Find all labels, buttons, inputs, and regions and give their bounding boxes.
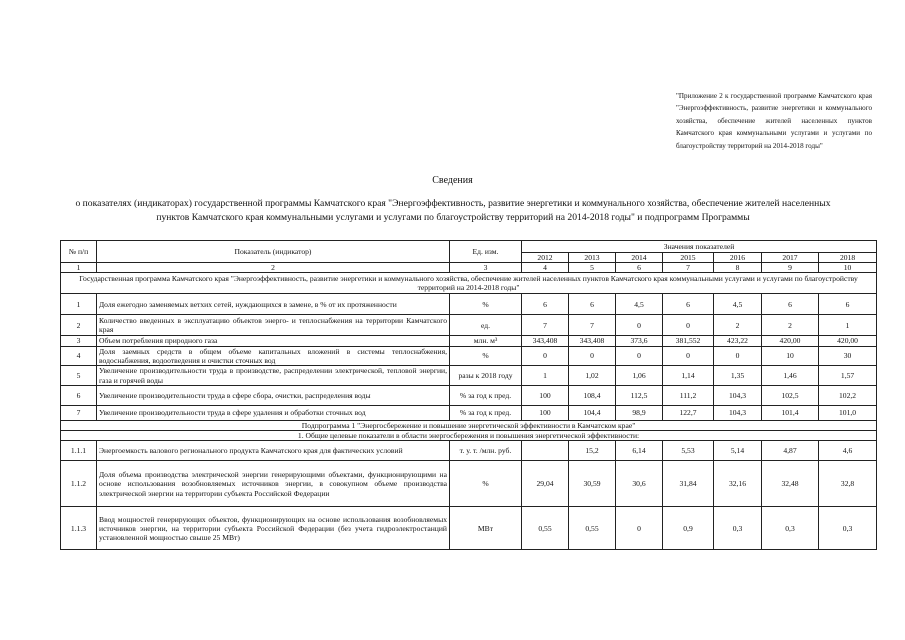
header-year: 2013: [569, 253, 616, 263]
row-value: 1,46: [762, 366, 819, 386]
subprogram-title: Подпрограмма 1 "Энергосбережение и повышение энергетической эффективности в Камчатском крае": [61, 421, 877, 431]
row-num: 4: [61, 346, 97, 365]
row-value: 30: [819, 346, 877, 365]
row-value: 31,84: [663, 461, 714, 507]
row-value: 0: [663, 315, 714, 336]
row-indicator: Увеличение производительности труда в производстве, распределении электрической, тепловой энергии, газа и горячей воды: [97, 366, 450, 386]
row-num: 1: [61, 294, 97, 315]
row-unit: %: [450, 294, 522, 315]
row-value: 343,408: [522, 336, 569, 346]
row-value: 6: [762, 294, 819, 315]
header-year: 2016: [714, 253, 762, 263]
row-value: 2: [714, 315, 762, 336]
row-unit: млн. м³: [450, 336, 522, 346]
row-value: 0: [663, 346, 714, 365]
row-value: 30,59: [569, 461, 616, 507]
row-value: 104,4: [569, 406, 616, 421]
row-value: 98,9: [616, 406, 663, 421]
table-row: [61, 366, 877, 386]
subprogram-section: 1. Общие целевые показатели в области энергосбережения и повышения энергетической эффективности:: [61, 431, 877, 441]
row-value: 104,3: [714, 386, 762, 406]
row-value: 4,6: [819, 441, 877, 461]
column-number: 9: [762, 263, 819, 273]
row-indicator: Ввод мощностей генерирующих объектов, функционирующих на основе использования возобновляемых источников энергии, на территории субъекта Российской Федерации (без учета гидроэлектростанций установленной мощностью свыше 25 МВт): [97, 507, 450, 550]
row-indicator: Увеличение производительности труда в сфере сбора, очистки, распределения воды: [97, 386, 450, 406]
header-unit: Ед. изм.: [450, 241, 522, 263]
document-title: Сведения: [432, 175, 473, 186]
column-number: 6: [616, 263, 663, 273]
row-value: 1: [819, 315, 877, 336]
row-value: 6: [819, 294, 877, 315]
row-unit: т. у. т. /млн. руб.: [450, 441, 522, 461]
row-value: 0,3: [819, 507, 877, 550]
row-value: 122,7: [663, 406, 714, 421]
document-subtitle: о показателях (индикаторах) государственной программы Камчатского края "Энергоэффективность, развитие энергетики и коммунального хозяйства, обеспечение жителей населенных пунктов Камчатского края коммунальными услугами и услугами по благоустройству территорий на 2014-2018 годы" и подпрограмм Программы: [75, 198, 831, 223]
row-value: 104,3: [714, 406, 762, 421]
row-unit: %: [450, 346, 522, 365]
header-num: № п/п: [61, 241, 97, 263]
header-year: 2018: [819, 253, 877, 263]
row-indicator: Доля заемных средств в общем объеме капитальных вложений в системы теплоснабжения, водоснабжения, водоотведения и очистки сточных вод: [97, 346, 450, 365]
row-indicator: Энергоемкость валового регионального продукта Камчатского края для фактических условий: [97, 441, 450, 461]
row-value: 4,5: [616, 294, 663, 315]
row-indicator: Объем потребления природного газа: [97, 336, 450, 346]
row-value: 32,8: [819, 461, 877, 507]
row-value: 420,00: [762, 336, 819, 346]
row-unit: % за год к пред.: [450, 386, 522, 406]
row-value: 100: [522, 386, 569, 406]
row-value: 0,3: [762, 507, 819, 550]
column-number: 1: [61, 263, 97, 273]
table-row: [61, 461, 877, 507]
row-value: 108,4: [569, 386, 616, 406]
row-value: 0: [616, 315, 663, 336]
table-row: [61, 336, 877, 346]
table-row: [61, 441, 877, 461]
row-value: 1,35: [714, 366, 762, 386]
row-num: 1.1.3: [61, 507, 97, 550]
row-value: 1,57: [819, 366, 877, 386]
row-value: 0,3: [714, 507, 762, 550]
table-row: [61, 507, 877, 550]
row-num: 6: [61, 386, 97, 406]
row-value: 112,5: [616, 386, 663, 406]
row-value: 6: [522, 294, 569, 315]
header-year: 2017: [762, 253, 819, 263]
row-value: 0: [714, 346, 762, 365]
row-value: 30,6: [616, 461, 663, 507]
table-row: [61, 386, 877, 406]
row-value: 10: [762, 346, 819, 365]
row-value: 381,552: [663, 336, 714, 346]
row-indicator: Доля ежегодно заменяемых ветхих сетей, нуждающихся в замене, в % от их протяженности: [97, 294, 450, 315]
column-number: 8: [714, 263, 762, 273]
row-value: 102,5: [762, 386, 819, 406]
annex-header: "Приложение 2 к государственной программе Камчатского края "Энергоэффективность, развитие энергетики и коммунального хозяйства, обеспечение жителей населенных пунктов Камчатского края коммунальными услугами и услугами по благоустройству территорий на 2014-2018 годы": [676, 92, 872, 150]
row-value: 29,04: [522, 461, 569, 507]
header-indicator: Показатель (индикатор): [97, 241, 450, 263]
column-number-row: [61, 263, 877, 273]
row-indicator: Количество введенных в эксплуатацию объектов энерго- и теплоснабжения на территории Камчатского края: [97, 315, 450, 336]
row-indicator: Доля объема производства электрической энергии генерирующими объектами, функционирующими на основе использования возобновляемых источников энергии, в совокупном объеме производства электрической энергии на территории субъекта Российской Федерации: [97, 461, 450, 507]
row-num: 5: [61, 366, 97, 386]
row-value: 15,2: [569, 441, 616, 461]
row-value: 5,14: [714, 441, 762, 461]
indicators-table: [60, 240, 877, 550]
header-year: 2015: [663, 253, 714, 263]
table-row: [61, 346, 877, 365]
column-number: 3: [450, 263, 522, 273]
row-value: 0,9: [663, 507, 714, 550]
row-unit: ед.: [450, 315, 522, 336]
table-row: [61, 406, 877, 421]
row-value: 100: [522, 406, 569, 421]
row-value: 5,53: [663, 441, 714, 461]
column-number: 10: [819, 263, 877, 273]
row-value: [522, 441, 569, 461]
row-num: 2: [61, 315, 97, 336]
row-unit: % за год к пред.: [450, 406, 522, 421]
row-value: 373,6: [616, 336, 663, 346]
row-value: 4,5: [714, 294, 762, 315]
column-number: 4: [522, 263, 569, 273]
row-value: 1,06: [616, 366, 663, 386]
row-value: 1,02: [569, 366, 616, 386]
row-value: 4,87: [762, 441, 819, 461]
row-value: 420,00: [819, 336, 877, 346]
row-value: 6: [663, 294, 714, 315]
row-value: 101,4: [762, 406, 819, 421]
row-num: 3: [61, 336, 97, 346]
column-number: 2: [97, 263, 450, 273]
row-num: 7: [61, 406, 97, 421]
row-num: 1.1.2: [61, 461, 97, 507]
column-number: 7: [663, 263, 714, 273]
row-value: 0,55: [522, 507, 569, 550]
row-unit: МВт: [450, 507, 522, 550]
table-row: [61, 294, 877, 315]
row-value: 0: [616, 507, 663, 550]
row-value: 0: [616, 346, 663, 365]
row-value: 7: [569, 315, 616, 336]
row-value: 6,14: [616, 441, 663, 461]
row-value: 2: [762, 315, 819, 336]
row-unit: разы к 2018 году: [450, 366, 522, 386]
header-values: Значения показателей: [522, 241, 877, 253]
row-value: 7: [522, 315, 569, 336]
row-value: 423,22: [714, 336, 762, 346]
program-title: Государственная программа Камчатского края "Энергоэффективность, развитие энергетики и коммунального хозяйства, обеспечение жителей населенных пунктов Камчатского края коммунальными услугами и услугами по благоустройству территорий на 2014-2018 годы": [61, 273, 877, 294]
row-value: 111,2: [663, 386, 714, 406]
header-year: 2012: [522, 253, 569, 263]
row-unit: %: [450, 461, 522, 507]
row-value: 101,0: [819, 406, 877, 421]
row-value: 1: [522, 366, 569, 386]
row-value: 0: [569, 346, 616, 365]
row-value: 1,14: [663, 366, 714, 386]
row-value: 32,48: [762, 461, 819, 507]
row-num: 1.1.1: [61, 441, 97, 461]
row-value: 6: [569, 294, 616, 315]
row-value: 32,16: [714, 461, 762, 507]
table-row: [61, 315, 877, 336]
row-value: 343,408: [569, 336, 616, 346]
row-value: 102,2: [819, 386, 877, 406]
row-value: 0,55: [569, 507, 616, 550]
header-year: 2014: [616, 253, 663, 263]
row-value: 0: [522, 346, 569, 365]
column-number: 5: [569, 263, 616, 273]
row-indicator: Увеличение производительности труда в сфере удаления и обработки сточных вод: [97, 406, 450, 421]
